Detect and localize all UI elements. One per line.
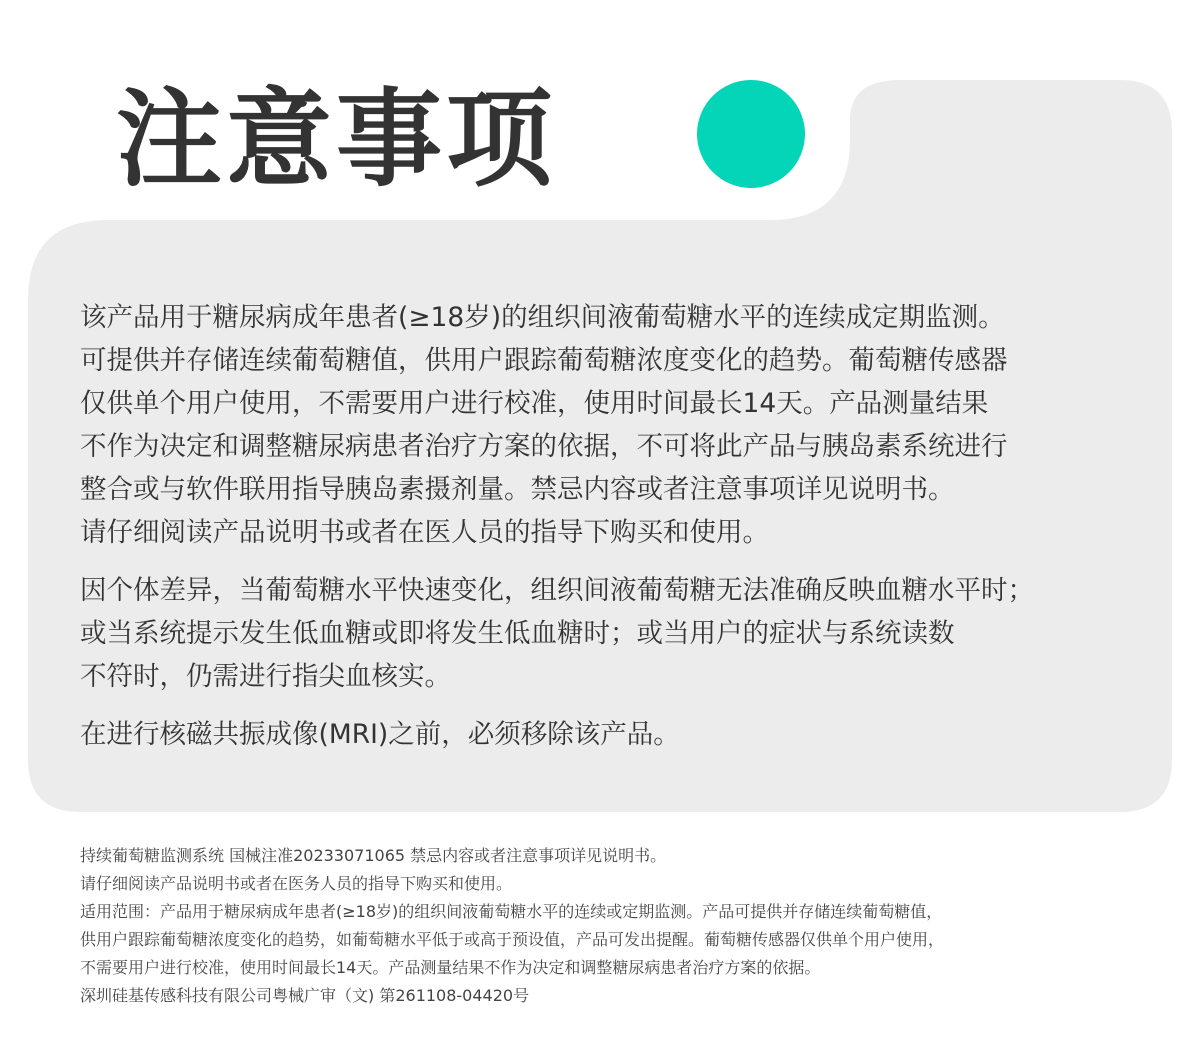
notice-body — [80, 296, 1140, 756]
notice-line: 不作为决定和调整糖尿病患者治疗方案的依据，不可将此产品与胰岛素系统进行 — [80, 431, 1008, 462]
notice-paragraph-fingerstick — [80, 569, 1140, 698]
footer-line: 深圳硅基传感科技有限公司粤械广审（文) 第261108-04420号 — [80, 986, 530, 1005]
notice-line: 该产品用于糖尿病成年患者(≥18岁)的组织间液葡萄糖水平的连续成定期监测。 — [80, 302, 1005, 333]
notice-line: 或当系统提示发生低血糖或即将发生低血糖时；或当用户的症状与系统读数 — [80, 618, 955, 649]
notice-line: 整合或与软件联用指导胰岛素摄剂量。禁忌内容或者注意事项详见说明书。 — [80, 474, 955, 505]
notice-paragraph-mri — [80, 713, 1140, 756]
teal-dot-icon — [697, 80, 805, 188]
notice-paragraph-usage — [80, 296, 1140, 554]
footer-line: 供用户跟踪葡萄糖浓度变化的趋势，如葡萄糖水平低于或高于预设值，产品可发出提醒。葡萄糖传感器仅供单个用户使用， — [80, 930, 945, 949]
footer-line: 请仔细阅读产品说明书或者在医务人员的指导下购买和使用。 — [80, 874, 513, 893]
footer-line: 不需要用户进行校准，使用时间最长14天。产品测量结果不作为决定和调整糖尿病患者治疗方案的依据。 — [80, 958, 821, 977]
notice-line: 因个体差异，当葡萄糖水平快速变化，组织间液葡萄糖无法准确反映血糖水平时； — [80, 575, 1034, 606]
notice-line: 请仔细阅读产品说明书或者在医人员的指导下购买和使用。 — [80, 517, 769, 548]
notice-line: 在进行核磁共振成像(MRI)之前，必须移除该产品。 — [80, 719, 680, 750]
footer-line: 持续葡萄糖监测系统 国械注准20233071065 禁忌内容或者注意事项详见说明书。 — [80, 846, 667, 865]
page-title: 注意事项 — [116, 78, 556, 201]
notice-line: 可提供并存储连续葡萄糖值，供用户跟踪葡萄糖浓度变化的趋势。葡萄糖传感器 — [80, 345, 1008, 376]
notice-line: 仅供单个用户使用，不需要用户进行校准，使用时间最长14天。产品测量结果 — [80, 388, 989, 419]
regulatory-footer — [80, 842, 1160, 1010]
notice-line: 不符时，仍需进行指尖血核实。 — [80, 661, 451, 692]
footer-line: 适用范围：产品用于糖尿病成年患者(≥18岁)的组织间液葡萄糖水平的连续或定期监测。产品可提供并存储连续葡萄糖值， — [80, 902, 943, 921]
